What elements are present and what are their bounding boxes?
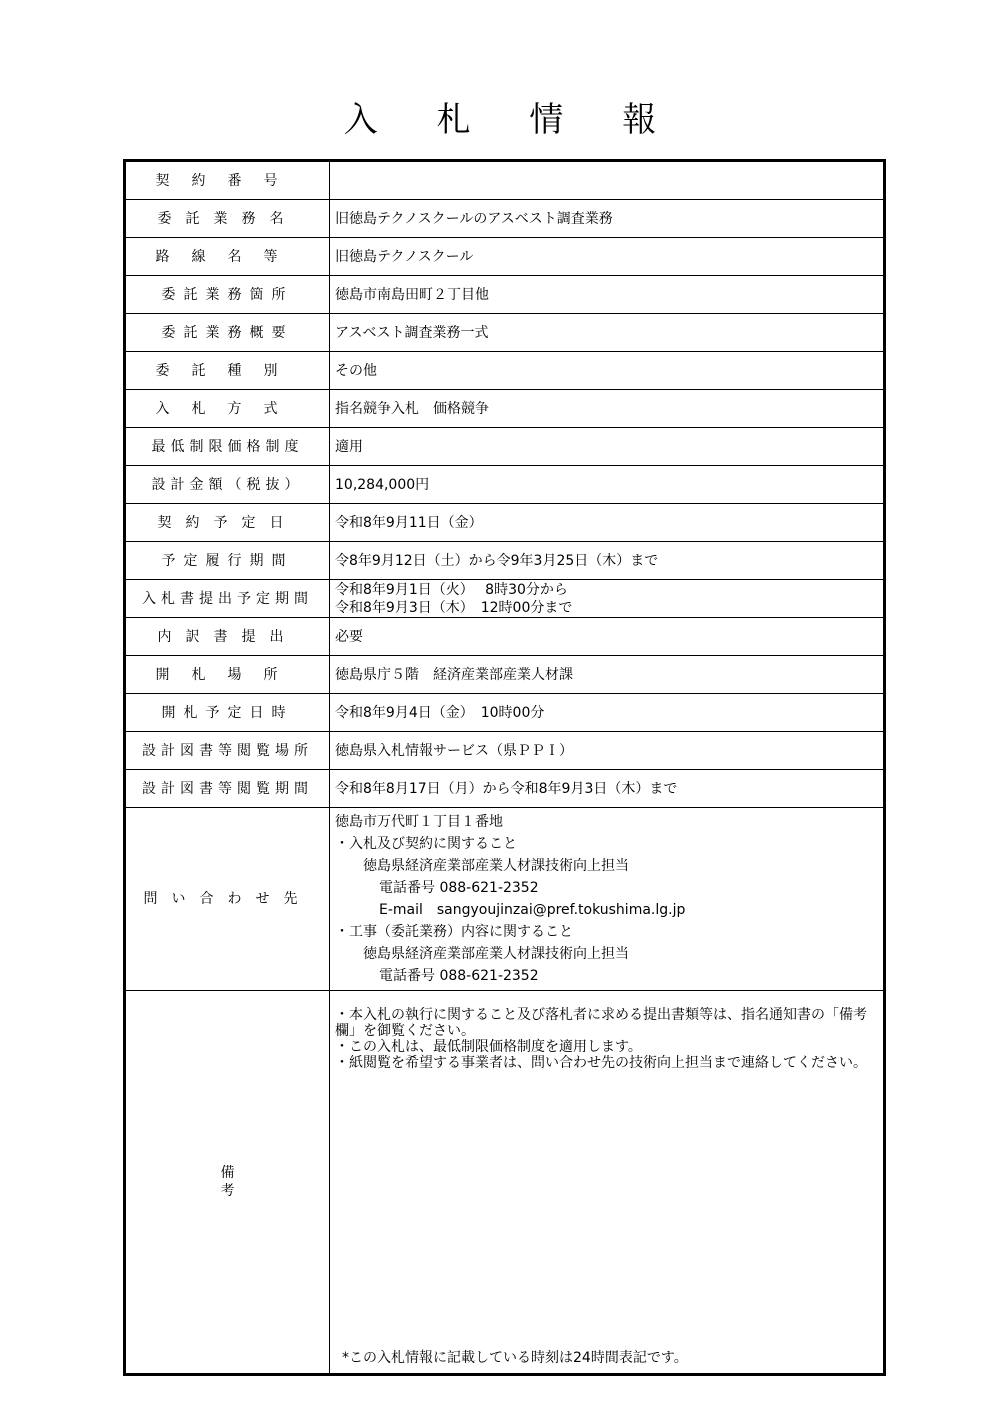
row-opening-datetime — [125, 694, 885, 732]
label-viewing-period: 設計図書等閲覧期間 — [142, 780, 313, 797]
row-work-name — [125, 200, 885, 238]
contact-work-section: 徳島県経済産業部産業人材課技術向上担当 — [363, 946, 629, 962]
contact-address: 徳島市万代町１丁目１番地 — [335, 814, 503, 830]
row-performance-period — [125, 542, 885, 580]
contact-bid-phone: 電話番号 088-621-2352 — [379, 880, 539, 896]
bid-submission-start: 令和8年9月1日（火） 8時30分から — [335, 581, 568, 598]
value-work-location: 徳島市南島田町２丁目他 — [330, 276, 885, 314]
label-breakdown-submission: 内訳書提出 — [157, 628, 298, 645]
value-contract-type: その他 — [330, 352, 885, 390]
label-work-summary: 委託業務概要 — [161, 324, 294, 341]
label-route-name: 路線名等 — [155, 248, 300, 265]
row-bid-method — [125, 390, 885, 428]
value-opening-place: 徳島県庁５階 経済産業部産業人材課 — [330, 656, 885, 694]
row-remarks — [125, 991, 885, 1375]
row-contract-date — [125, 504, 885, 542]
label-remarks: 備考 — [220, 1165, 321, 1199]
label-contract-date: 契約予定日 — [157, 514, 298, 531]
row-route-name — [125, 238, 885, 276]
row-work-location — [125, 276, 885, 314]
contact-bid-section: 徳島県経済産業部産業人材課技術向上担当 — [363, 858, 629, 874]
row-viewing-period — [125, 770, 885, 808]
contact-work-heading: ・工事（委託業務）内容に関すること — [335, 924, 573, 940]
row-design-amount — [125, 466, 885, 504]
label-bid-submission-period: 入札書提出予定期間 — [142, 590, 313, 607]
bid-info-table — [123, 159, 886, 1376]
remarks-footer: *この入札情報に記載している時刻は24時間表記です。 — [342, 1350, 688, 1366]
label-work-name: 委託業務名 — [157, 210, 298, 227]
row-bid-submission-period — [125, 580, 885, 618]
value-minimum-price: 適用 — [330, 428, 885, 466]
value-viewing-place: 徳島県入札情報サービス（県ＰＰＩ） — [330, 732, 885, 770]
label-opening-place: 開札場所 — [155, 666, 300, 683]
row-work-summary — [125, 314, 885, 352]
remarks-note-1: ・本入札の執行に関すること及び落札者に求める提出書類等は、指名通知書の「備考欄」を御覧ください。 — [335, 1007, 867, 1039]
row-breakdown-submission — [125, 618, 885, 656]
label-contract-type: 委託種別 — [155, 362, 300, 379]
value-remarks — [330, 991, 885, 1375]
contact-bid-email[interactable]: E-mail sangyoujinzai@pref.tokushima.lg.jp — [379, 902, 686, 918]
row-minimum-price — [125, 428, 885, 466]
value-route-name: 旧徳島テクノスクール — [330, 238, 885, 276]
value-contract-number — [330, 161, 885, 200]
value-design-amount: 10,284,000円 — [330, 466, 885, 504]
page-title: 入 札 情 報 — [343, 100, 681, 140]
value-breakdown-submission: 必要 — [330, 618, 885, 656]
value-contract-date: 令和8年9月11日（金） — [330, 504, 885, 542]
label-contract-number: 契約番号 — [155, 172, 300, 189]
row-viewing-place — [125, 732, 885, 770]
value-contact — [330, 808, 885, 991]
label-viewing-place: 設計図書等閲覧場所 — [142, 742, 313, 759]
label-design-amount: 設計金額（税抜） — [151, 476, 304, 493]
value-viewing-period: 令和8年8月17日（月）から令和8年9月3日（木）まで — [330, 770, 885, 808]
contact-bid-heading: ・入札及び契約に関すること — [335, 836, 517, 852]
value-work-name: 旧徳島テクノスクールのアスベスト調査業務 — [330, 200, 885, 238]
label-contact: 問い合わせ先 — [143, 891, 312, 907]
label-bid-method: 入札方式 — [155, 400, 300, 417]
remarks-note-3: ・紙閲覧を希望する事業者は、問い合わせ先の技術向上担当まで連絡してください。 — [335, 1055, 867, 1071]
row-opening-place — [125, 656, 885, 694]
value-bid-submission-period — [330, 580, 885, 618]
value-work-summary: アスベスト調査業務一式 — [330, 314, 885, 352]
label-opening-datetime: 開札予定日時 — [161, 704, 294, 721]
value-bid-method: 指名競争入札 価格競争 — [330, 390, 885, 428]
label-performance-period: 予定履行期間 — [161, 552, 294, 569]
value-performance-period: 令8年9月12日（土）から令9年3月25日（木）まで — [330, 542, 885, 580]
value-opening-datetime: 令和8年9月4日（金） 10時00分 — [330, 694, 885, 732]
contact-work-phone: 電話番号 088-621-2352 — [379, 968, 539, 984]
remarks-note-2: ・この入札は、最低制限価格制度を適用します。 — [335, 1039, 642, 1055]
row-contact — [125, 808, 885, 991]
label-minimum-price: 最低制限価格制度 — [151, 438, 304, 455]
label-work-location: 委託業務箇所 — [161, 286, 294, 303]
row-contract-number — [125, 161, 885, 200]
bid-submission-end: 令和8年9月3日（木） 12時00分まで — [335, 599, 573, 616]
row-contract-type — [125, 352, 885, 390]
